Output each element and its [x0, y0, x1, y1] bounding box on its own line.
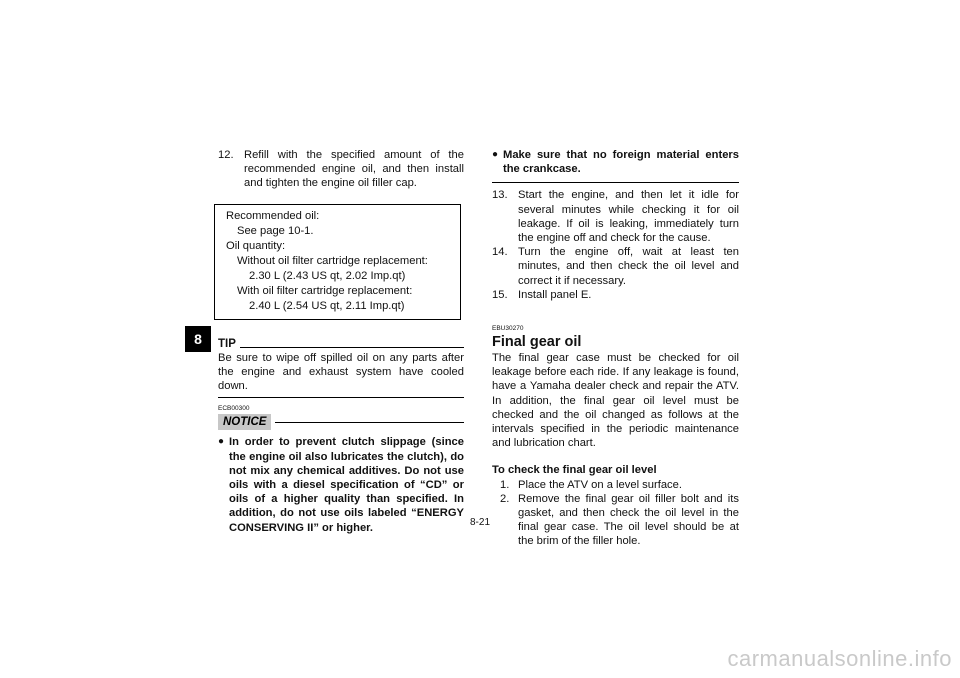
step-number: 12. — [218, 149, 234, 161]
oil-spec-box — [214, 204, 461, 320]
with-filter-label: With oil filter cartridge replacement: — [237, 284, 413, 297]
tip-label: TIP — [218, 337, 236, 350]
page-number: 8-21 — [469, 517, 490, 528]
step-number: 14. — [492, 246, 508, 259]
notice-text: In order to prevent clutch slippage (since the engine oil also lubricates the clutch), do not mix any chemical additives. Do not use oils with a diesel specification of “CD” or oils of a higher quality than specified. In addition, do not use oils labeled “ENERGY CONSERVING II” or higher. — [229, 436, 464, 534]
tip-rule — [240, 346, 464, 348]
substep-2 — [492, 492, 739, 549]
left-column — [218, 148, 464, 535]
notice-label: NOTICE — [218, 414, 271, 430]
step-number: 1. — [500, 478, 510, 491]
section-title: Final gear oil — [492, 334, 582, 351]
notice-end-rule — [492, 182, 739, 183]
step-text: Remove the final gear oil filler bolt and its gasket, and then check the oil level in the final gear case. The oil level should be at the brim of the filler hole. — [518, 492, 739, 548]
right-column — [492, 148, 739, 549]
recommended-oil-label: Recommended oil: — [226, 209, 320, 222]
substep-1 — [492, 478, 739, 492]
watermark: carmanualsonline.info — [727, 646, 952, 671]
step-15 — [492, 288, 739, 302]
step-number: 2. — [500, 492, 510, 505]
step-text: Install panel E. — [518, 288, 592, 301]
sub-steps — [492, 478, 739, 549]
tip-header — [218, 337, 464, 351]
with-filter-value: 2.40 L (2.54 US qt, 2.11 Imp.qt) — [249, 299, 405, 312]
without-filter-value: 2.30 L (2.43 US qt, 2.02 Imp.qt) — [249, 269, 406, 282]
recommended-oil-value: See page 10-1. — [237, 224, 314, 237]
notice-continued-bullet — [492, 148, 739, 176]
step-text: Turn the engine off, wait at least ten minutes, and then check the oil level and correct it if necessary. — [518, 246, 739, 287]
bullet-icon: ● — [218, 436, 225, 448]
section-code: EBU30270 — [492, 325, 524, 333]
section-intro: The final gear case must be checked for oil leakage before each ride. If any leakage is found, have a Yamaha dealer check and repair the ATV. In addition, the final gear oil level must be checked and the oil changed as follows at the intervals specified in the periodic maintenance and lubrication chart. — [492, 352, 739, 450]
step-12 — [218, 148, 464, 191]
chapter-tab: 8 — [185, 326, 211, 352]
bullet-icon: ● — [492, 149, 499, 160]
step-text: Start the engine, and then let it idle for several minutes while checking it for oil leakage. If oil is leaking, immediately turn the engine off and check for the cause. — [518, 189, 739, 245]
notice-code: ECB00300 — [218, 405, 250, 413]
notice-rule — [275, 422, 464, 423]
notice-bullet — [218, 435, 464, 534]
without-filter-label: Without oil filter cartridge replacement: — [237, 254, 428, 267]
step-14 — [492, 245, 739, 288]
oil-quantity-label: Oil quantity: — [226, 239, 286, 252]
notice-header — [218, 414, 464, 430]
step-text: Refill with the specified amount of the recommended engine oil, and then install and tighten the engine oil filler cap. — [244, 149, 464, 190]
notice-continued-text: Make sure that no foreign material enters the crankcase. — [503, 149, 739, 176]
tip-text: Be sure to wipe off spilled oil on any parts after the engine and exhaust system have cooled down. — [218, 351, 464, 393]
step-13 — [492, 188, 739, 245]
tip-end-rule — [218, 397, 464, 398]
step-text: Place the ATV on a level surface. — [518, 478, 682, 491]
step-number: 15. — [492, 288, 508, 301]
subheading: To check the final gear oil level — [492, 464, 657, 477]
step-number: 13. — [492, 189, 508, 202]
